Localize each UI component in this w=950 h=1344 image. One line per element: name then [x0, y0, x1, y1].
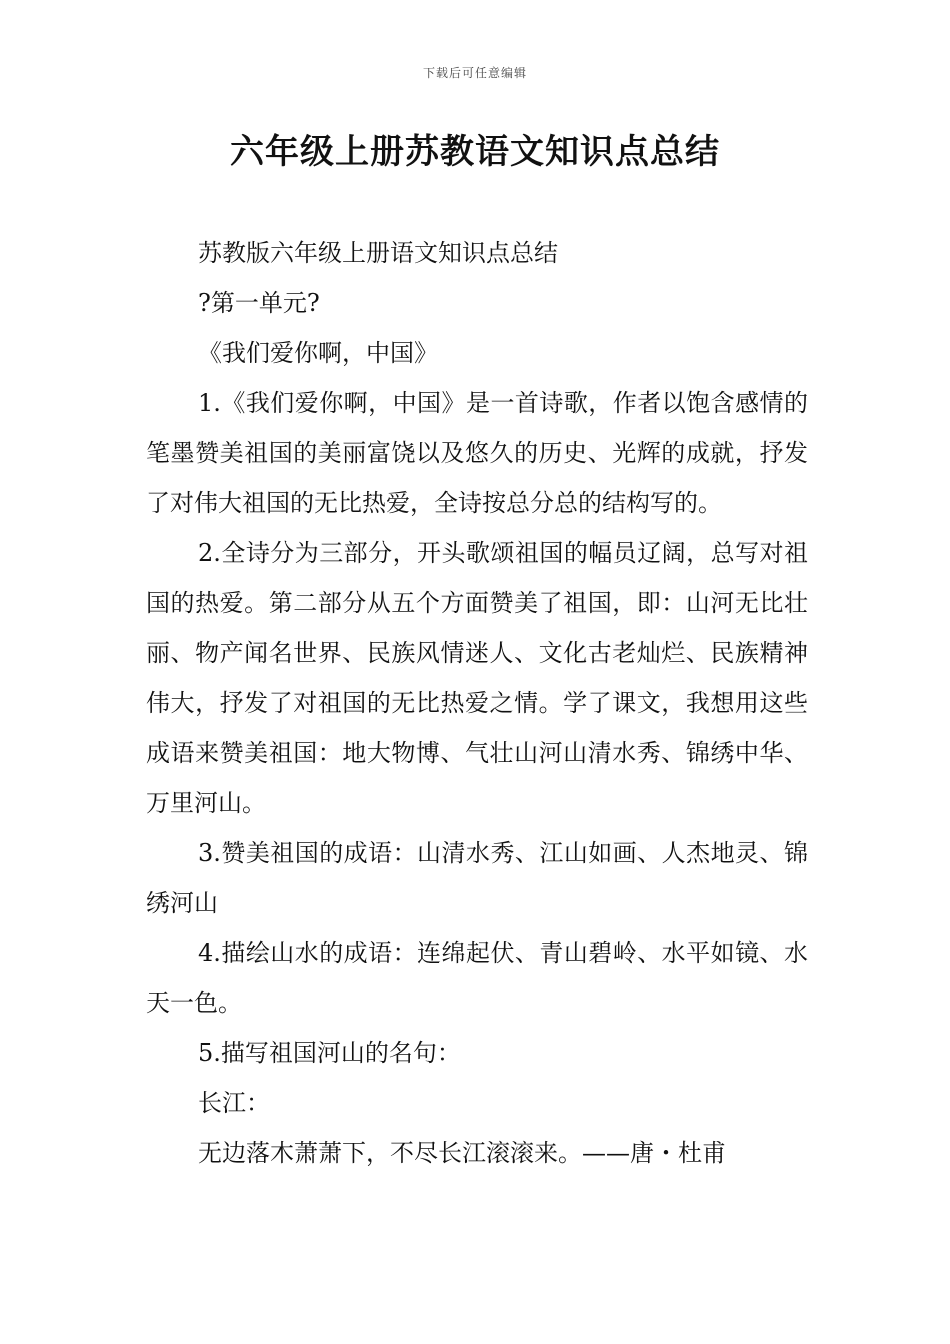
paragraph-point-2: 2.全诗分为三部分，开头歌颂祖国的幅员辽阔，总写对祖国的热爱。第二部分从五个方面赞美了祖国，即：山河无比壮丽、物产闻名世界、民族风情迷人、文化古老灿烂、民族精神伟大，抒发了对祖国的无比热爱之情。学了课文，我想用这些成语来赞美祖国：地大物博、气壮山河山清水秀、锦绣中华、万里河山。 — [146, 539, 808, 817]
header-note: 下载后可任意编辑 — [422, 66, 527, 80]
paragraph-subtitle: 苏教版六年级上册语文知识点总结 — [198, 239, 558, 267]
paragraph-unit-heading: ?第一单元? — [198, 289, 320, 317]
document-body — [146, 228, 808, 1178]
paragraph-point-4: 4.描绘山水的成语：连绵起伏、青山碧岭、水平如镜、水天一色。 — [146, 939, 808, 1017]
document-title: 六年级上册苏教语文知识点总结 — [230, 132, 720, 172]
paragraph-point-1: 1.《我们爱你啊，中国》是一首诗歌，作者以饱含感情的笔墨赞美祖国的美丽富饶以及悠久的历史、光辉的成就，抒发了对伟大祖国的无比热爱，全诗按总分总的结构写的。 — [146, 389, 808, 517]
paragraph-point-5: 5.描写祖国河山的名句： — [198, 1039, 461, 1067]
paragraph-poem-quote: 无边落木萧萧下，不尽长江滚滚来。——唐・杜甫 — [198, 1139, 726, 1167]
paragraph-point-3: 3.赞美祖国的成语：山清水秀、江山如画、人杰地灵、锦绣河山 — [146, 839, 808, 917]
paragraph-lesson-title: 《我们爱你啊，中国》 — [198, 339, 438, 367]
paragraph-yangtze-heading: 长江： — [198, 1089, 270, 1117]
